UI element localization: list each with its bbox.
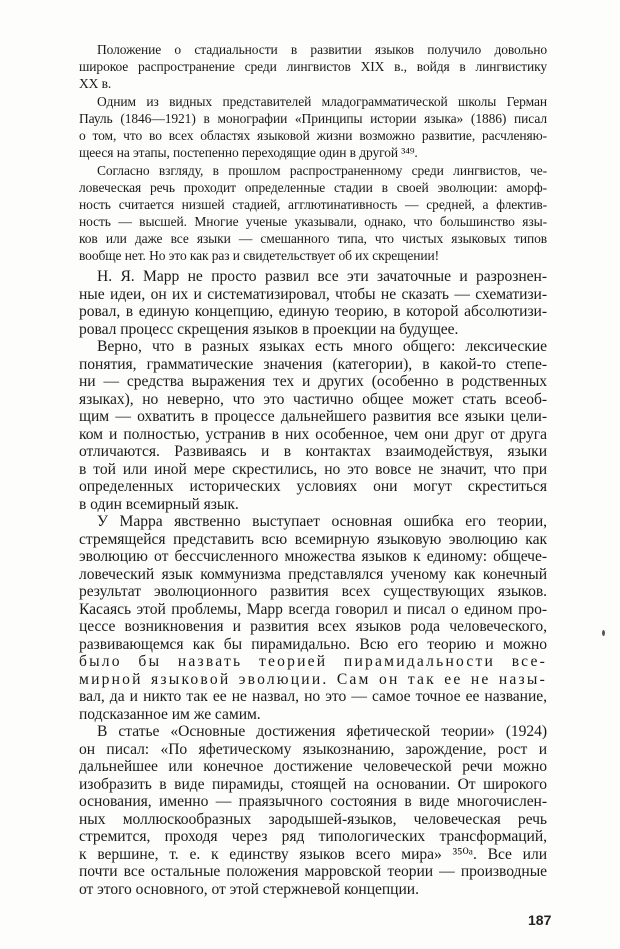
text-line: мирной языковой эволюции. Сам он так ее не назы-	[79, 670, 547, 688]
text-line: вал, да и никто так ее не назвал, но это — самое точное ее название,	[79, 688, 547, 705]
text-line: ровал, в единую концепцию, единую теорию, в которой абсолютизи-	[79, 303, 547, 320]
page-number: 187	[528, 912, 552, 928]
footnote-line: Пауль (1846—1921) в монографии «Принципы истории языка» (1886) писал	[79, 111, 547, 126]
print-speck	[602, 630, 605, 636]
text-line: В статье «Основные достижения яфетической теории» (1924)	[97, 723, 547, 740]
footnote-line: ность — высшей. Многие ученые указывали, однако, что большинство язы-	[79, 214, 547, 229]
text-line: Касаясь этой проблемы, Марр всегда говорил и писал о едином про-	[79, 600, 547, 618]
footnote-line: XX в.	[79, 76, 112, 91]
footnote-line: Согласно взгляду, в прошлом распространенному среди лингвистов, че-	[97, 163, 547, 178]
footnote-line: о том, что во всех областях языковой жизни возможно развитие, расчленяю-	[79, 128, 547, 143]
text-line: определенных исторических условиях они могут скреститься	[79, 478, 547, 495]
text-line: ни — средства выражения тех и других (особенно в родственных	[79, 373, 547, 390]
footnote-line: ность считается низшей стадией, агглютинативность — средней, а флектив-	[79, 197, 547, 212]
text-line: У Марра явственно выступает основная ошибка его теории,	[97, 513, 547, 530]
text-line: Верно, что в разных языках есть много общего: лексические	[97, 338, 547, 355]
text-line: почти все остальные положения марровской теории — производные	[79, 863, 547, 880]
footnote-line: Положение о стадиальности в развитии языков получило довольно	[97, 42, 547, 57]
text-line: стремится, проходя через ряд типологических трансформаций,	[79, 828, 547, 845]
text-line: дальнейшее или конечное достижение человеческой речи можно	[79, 758, 547, 775]
text-line: ные идеи, он их и систематизировал, чтобы не сказать — схематизи-	[79, 285, 547, 303]
text-line: к вершине, т. е. к единству языков всего мира» ³⁵⁰ᵃ. Все или	[79, 845, 547, 863]
text-line: языках), но неверно, что это частично общее может стать всеоб-	[79, 390, 547, 408]
text-line: эволюцию от бессчисленного множества языков к единому: общече-	[79, 548, 547, 565]
text-line: было бы назвать теорией пирамидальности все-	[79, 653, 547, 670]
footnote-line: щееся на этапы, постепенно переходящие один в другой ³⁴⁹.	[79, 145, 418, 160]
text-line: понятия, грамматические значения (категории), в какой-то степе-	[79, 355, 547, 373]
footnote-line: Одним из видных представителей младограмматической школы Герман	[97, 94, 547, 109]
text-line: в один всемирный язык.	[79, 495, 239, 513]
footnote-line: широкое распространение среди лингвистов XIX в., войдя в лингвистику	[79, 59, 547, 74]
text-line: ловеческий язык коммунизма представлялся ученому как конечный	[79, 565, 547, 583]
text-line: стремящейся представить всю всемирную языковую эволюцию как	[79, 530, 547, 548]
footnote-line: ловеческая речь проходит определенные стадии в своей эволюции: аморф-	[79, 180, 547, 195]
text-line: ровал процесс скрещения языков в проекции на будущее.	[79, 320, 459, 338]
text-line: щим — охватить в процессе дальнейшего развития все языки цели-	[79, 408, 547, 425]
text-line: основания, именно — праязычного состояния в виде многочислен-	[79, 793, 547, 810]
text-line: Н. Я. Марр не просто развил все эти зачаточные и разрознен-	[97, 268, 547, 285]
text-line: развивающемся как бы пирамидально. Всю его теорию и можно	[79, 635, 547, 653]
text-line: отличаются. Развиваясь и в контактах взаимодействуя, языки	[79, 443, 547, 460]
text-line: результат эволюционного развития всех существующих языков.	[79, 583, 547, 600]
text-line: в той или иной мере скрестились, но это вовсе не значит, что при	[79, 460, 547, 478]
text-line: он писал: «По яфетическому языкознанию, зарождение, рост и	[79, 740, 547, 758]
text-line: ных моллюскообразных зародышей-языков, человеческая речь	[79, 810, 547, 828]
text-line: от этого основного, от этой стержневой концепции.	[79, 880, 419, 898]
footnote-line: вообще нет. Но это как раз и свидетельствует об их скрещении!	[79, 248, 440, 263]
footnote-line: ков или даже все языки — смешанного типа, что чистых языковых типов	[79, 231, 547, 246]
text-line: изобразить в виде пирамиды, стоящей на основании. От широкого	[79, 775, 547, 793]
text-line: цессе возникновения и развития всех языков рода человеческого,	[79, 618, 547, 635]
text-line: подсказанное им же самим.	[79, 705, 261, 723]
text-line: ком и полностью, устранив в них особенное, чем они друг от друга	[79, 425, 547, 443]
